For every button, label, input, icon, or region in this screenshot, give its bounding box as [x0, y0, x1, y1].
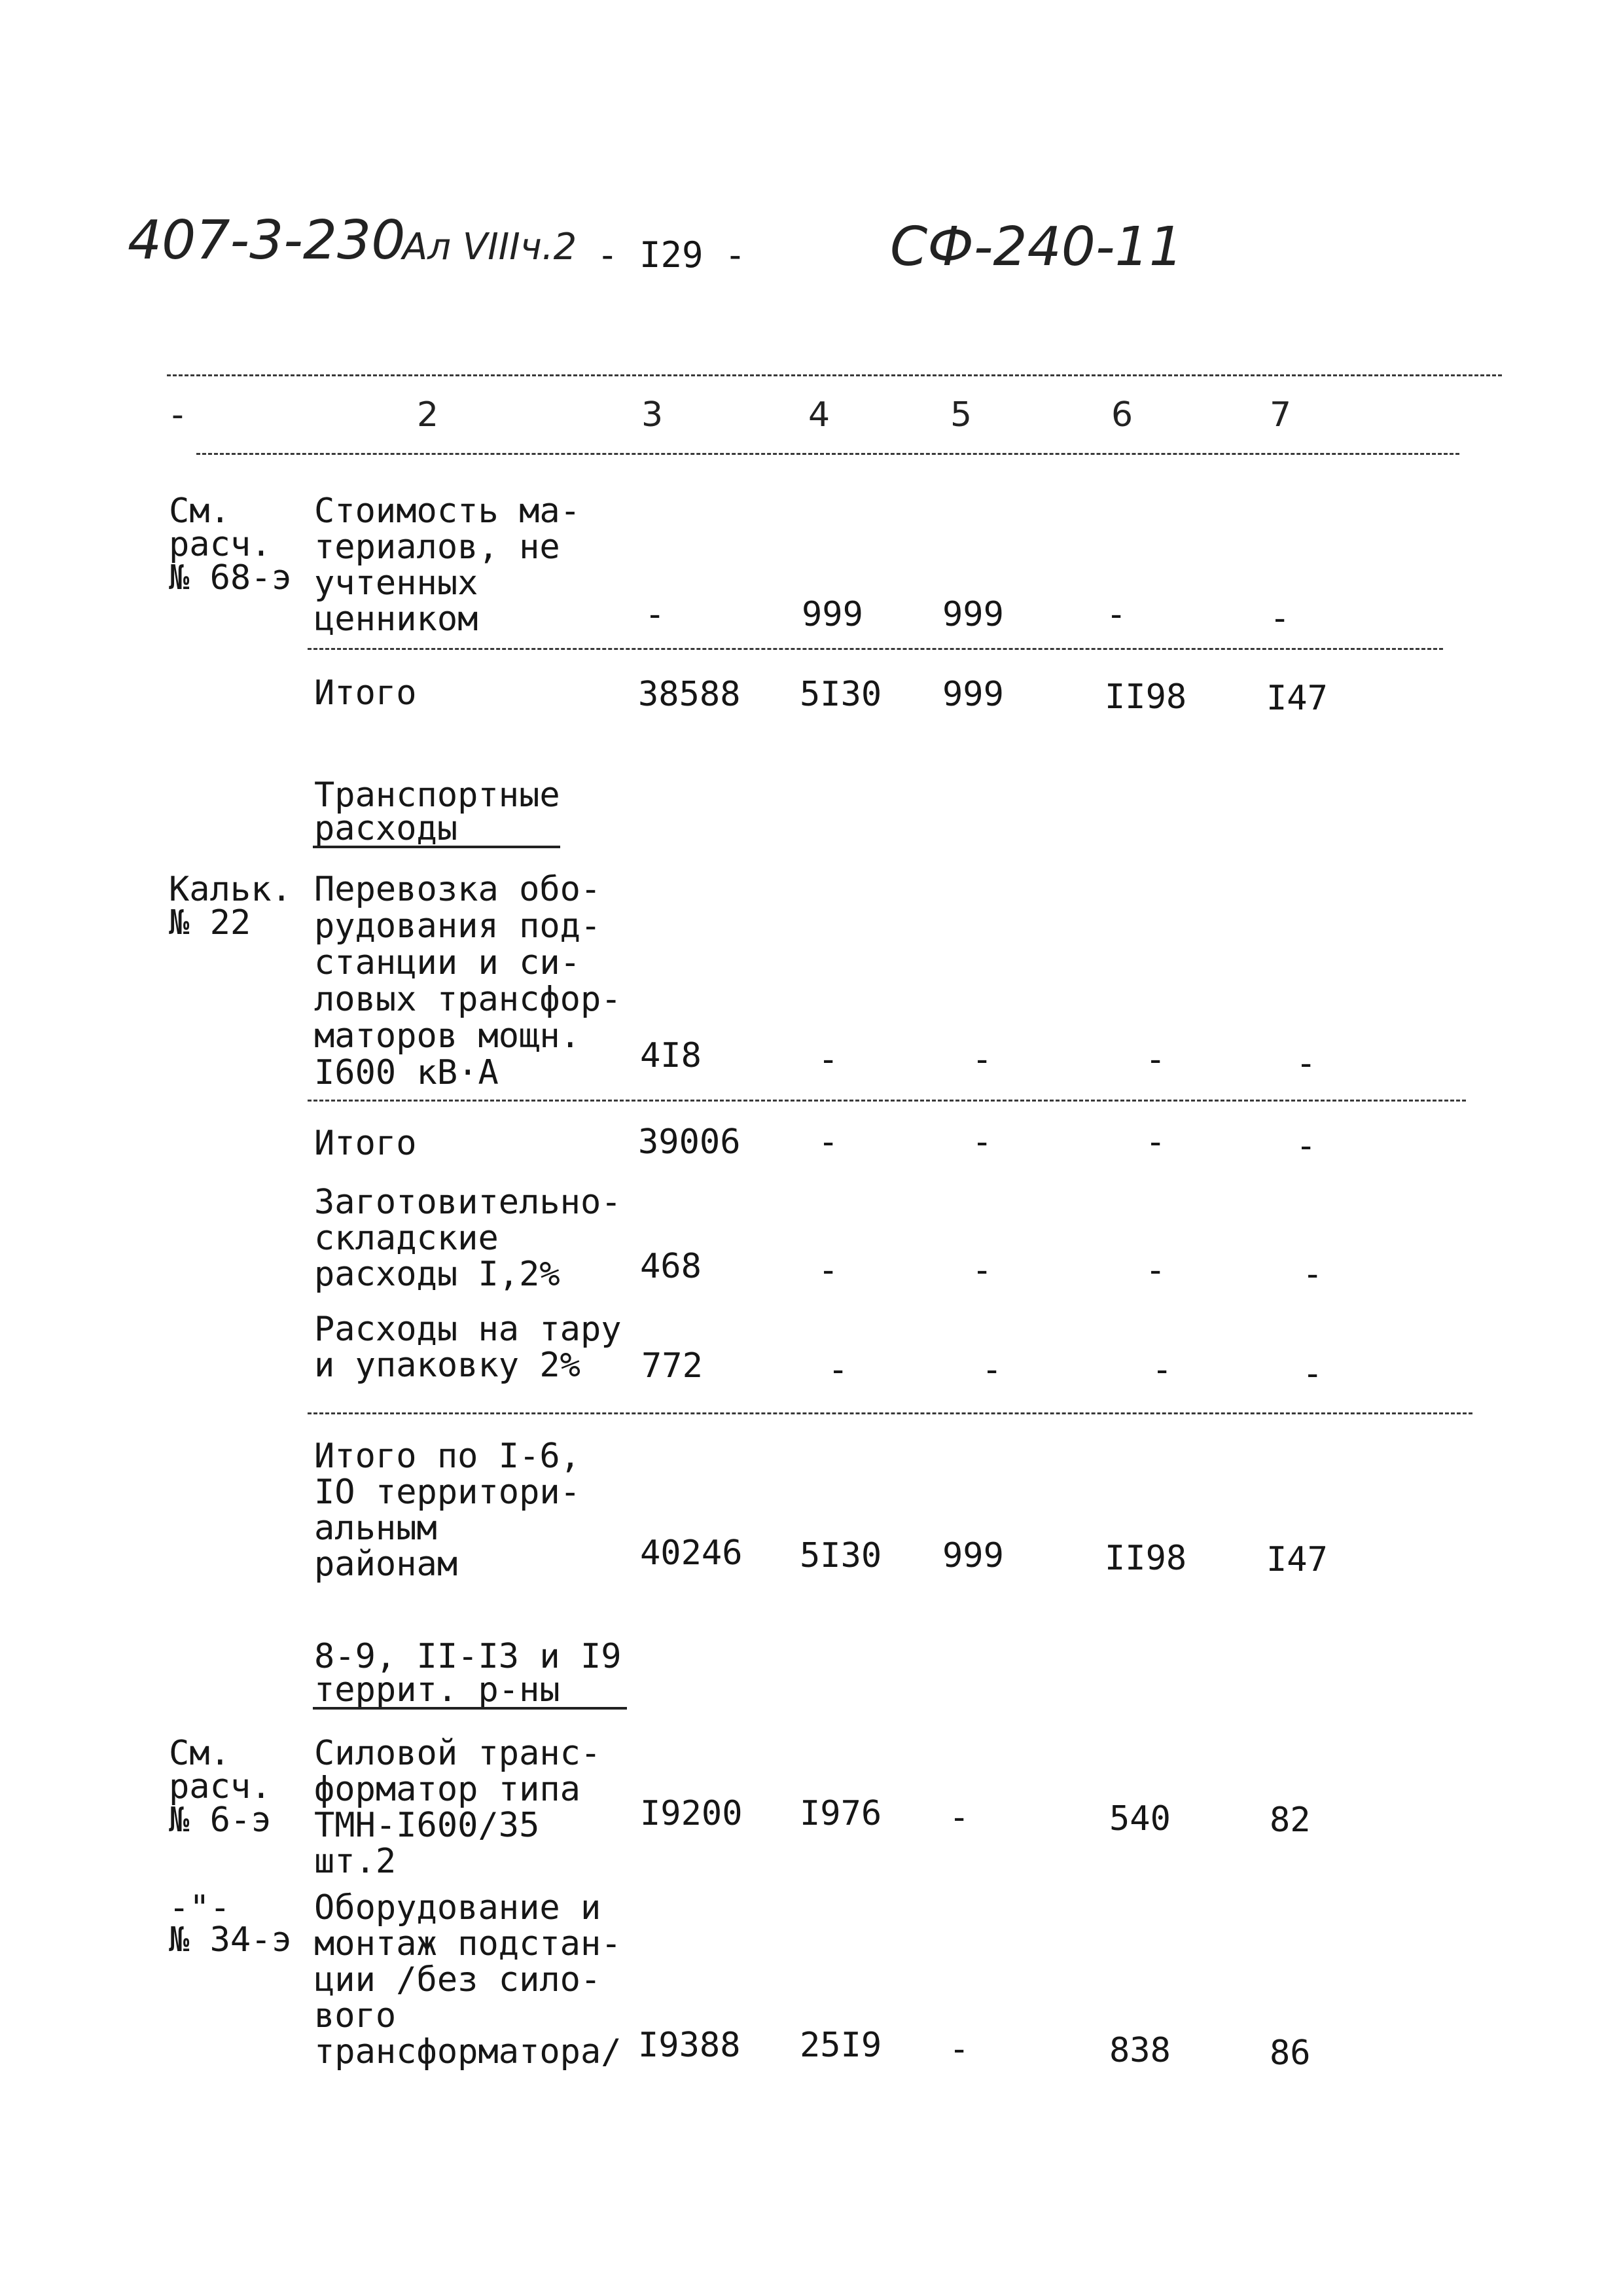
row-col4: -: [818, 1040, 839, 1079]
row-col3: 468: [640, 1247, 702, 1286]
row-col4: 999: [802, 595, 863, 634]
row-col5: -: [949, 1798, 970, 1837]
row-col3: 38588: [638, 675, 741, 714]
row-ref: Кальк. № 22: [169, 870, 292, 942]
header-bottom-rule: [196, 453, 1459, 455]
column-header-1: -: [171, 395, 184, 435]
row-col6: 540: [1109, 1799, 1171, 1839]
row-description: Итого: [314, 673, 417, 713]
row-col5: -: [982, 1350, 1003, 1390]
row-col7: -: [1270, 599, 1291, 638]
row-col6: 838: [1109, 2031, 1171, 2070]
row-divider: [308, 1412, 1472, 1414]
row-col7: I47: [1266, 1540, 1328, 1579]
row-col6: -: [1145, 1251, 1166, 1290]
row-col7: I47: [1266, 679, 1328, 718]
row-col6: -: [1145, 1040, 1166, 1079]
row-col3: 39006: [638, 1122, 741, 1162]
row-col4: -: [818, 1251, 839, 1290]
row-description: Стоимость ма- териалов, не учтенных ценником: [314, 492, 580, 639]
row-description: Перевозка обо- рудования под- станции и си- ловых трансфор- маторов мощн. I600 кВ·А: [314, 870, 622, 1092]
row-description: Силовой транс- форматор типа ТМН-I600/35 шт.2: [314, 1734, 601, 1881]
section-heading: Транспортные расходы: [314, 776, 560, 848]
row-col6: II98: [1105, 677, 1187, 717]
row-col5: -: [949, 2030, 970, 2069]
column-header-7: 7: [1270, 395, 1292, 435]
row-col6: II98: [1105, 1539, 1187, 1578]
row-col3: 4I8: [640, 1036, 702, 1075]
row-divider: [308, 1100, 1466, 1102]
row-description: Расходы на тару и упаковку 2%: [314, 1310, 622, 1385]
row-description: Итого: [314, 1124, 417, 1163]
section-heading: 8-9, II-I3 и I9 террит. р-ны: [314, 1637, 622, 1710]
row-col6: -: [1145, 1122, 1166, 1162]
row-col7: -: [1302, 1255, 1323, 1294]
row-description: Итого по I-6, IO территори- альным районам: [314, 1437, 580, 1584]
row-col3: I9388: [638, 2026, 741, 2065]
row-col3: 40246: [640, 1534, 743, 1573]
row-col7: 82: [1270, 1801, 1311, 1840]
row-col7: -: [1302, 1354, 1323, 1393]
row-col5: -: [972, 1040, 993, 1079]
column-header-2: 2: [417, 395, 439, 435]
row-col4: I976: [800, 1794, 882, 1833]
row-col3: -: [645, 595, 666, 634]
row-col4: -: [828, 1350, 849, 1390]
column-header-4: 4: [808, 395, 830, 435]
row-col6: -: [1106, 595, 1127, 634]
row-col4: -: [818, 1122, 839, 1162]
row-ref: -"- № 34-э: [169, 1888, 292, 1960]
row-col7: -: [1296, 1044, 1317, 1083]
document-code: 407-3-230: [128, 209, 406, 272]
row-col4: 5I30: [800, 1536, 882, 1575]
section-underline: [313, 1707, 627, 1710]
row-col5: 999: [942, 1536, 1004, 1575]
row-col4: 5I30: [800, 675, 882, 714]
row-col4: 25I9: [800, 2026, 882, 2065]
row-col3: 772: [641, 1346, 703, 1386]
row-col5: -: [972, 1122, 993, 1162]
sheet-code: СФ-240-11: [890, 216, 1183, 278]
row-description: Оборудование и монтаж подстан- ции /без сило- вого трансформатора/: [314, 1888, 622, 2072]
header-top-rule: [167, 374, 1502, 376]
row-ref: См. расч. № 6-э: [169, 1734, 272, 1840]
row-col3: I9200: [640, 1794, 743, 1833]
section-underline: [313, 846, 560, 848]
row-col5: 999: [942, 595, 1004, 634]
row-col7: 86: [1270, 2034, 1311, 2073]
row-description: Заготовительно- складские расходы I,2%: [314, 1183, 622, 1294]
row-col5: -: [972, 1251, 993, 1290]
row-col5: 999: [942, 675, 1004, 714]
row-col6: -: [1152, 1350, 1173, 1390]
column-header-6: 6: [1111, 395, 1133, 435]
page-number: - I29 -: [597, 234, 746, 276]
column-header-5: 5: [950, 395, 972, 435]
row-col7: -: [1296, 1126, 1317, 1166]
album-label: Ал VIIIч.2: [402, 226, 577, 268]
row-divider: [308, 648, 1443, 650]
row-ref: См. расч. № 68-э: [169, 492, 292, 598]
column-header-3: 3: [641, 395, 664, 435]
